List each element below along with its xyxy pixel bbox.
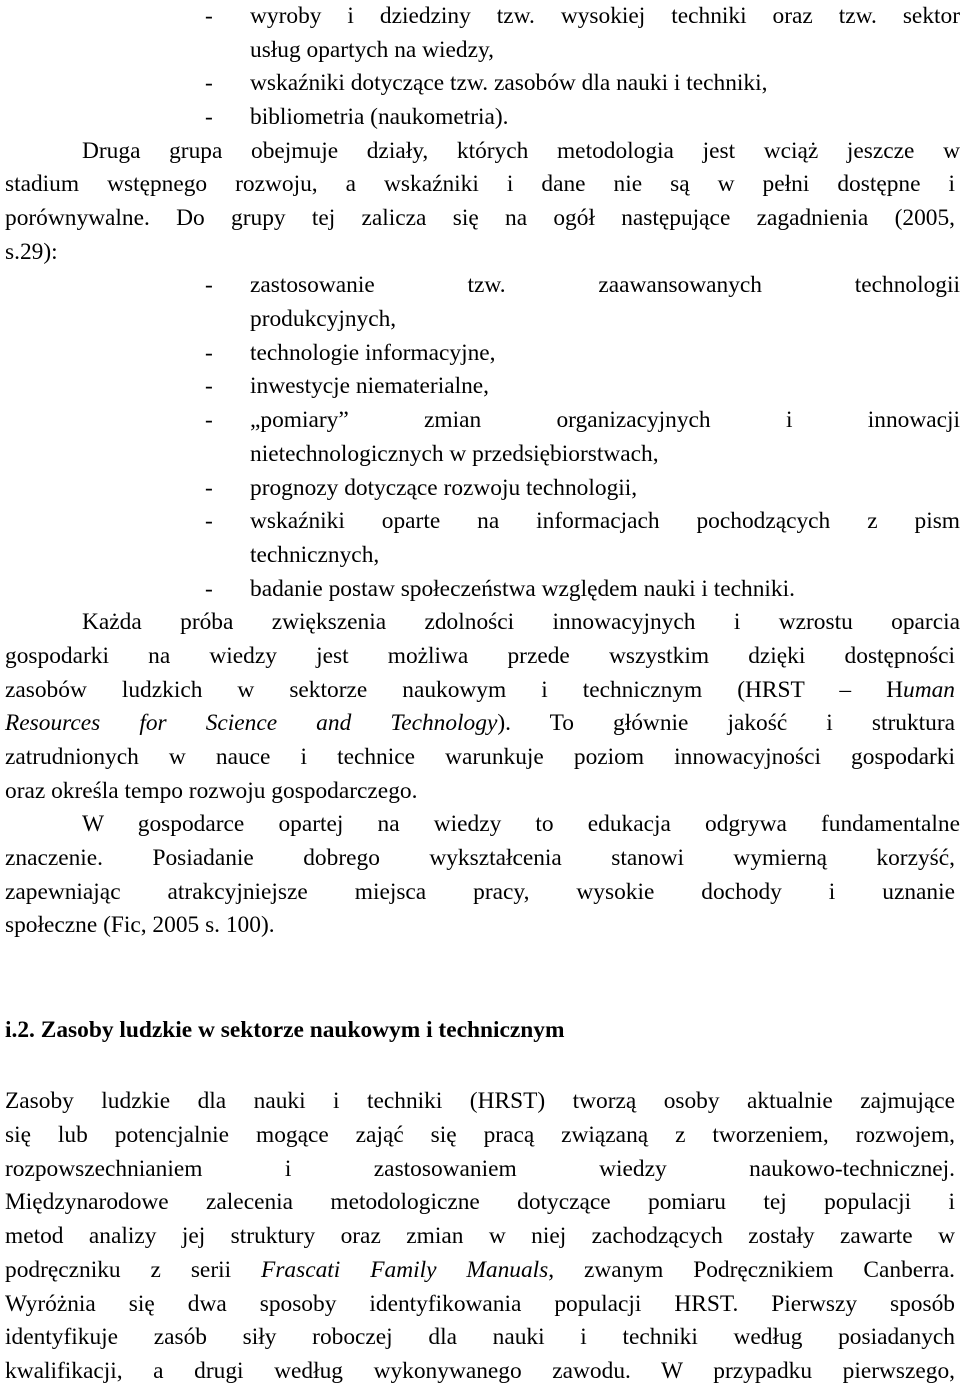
list-item — [5, 370, 955, 404]
paragraph-line: oraz określa tempo rozwoju gospodarczego. — [5, 778, 418, 804]
list-item-text: bibliometria (naukometria). — [250, 104, 509, 130]
list-item — [5, 337, 955, 371]
paragraph-line — [5, 135, 960, 169]
bullet-dash: - — [205, 104, 213, 130]
list-item-text: usług opartych na wiedzy, — [250, 37, 495, 63]
italic-text: Frascati Family Manuals — [261, 1257, 549, 1283]
list-item-text: wyroby i dziedziny tzw. wysokiej techniki oraz tzw. sektor — [250, 3, 960, 29]
paragraph-line: Wyróżnia się dwa sposoby identyfikowania populacji HRST. Pierwszy sposób — [5, 1291, 955, 1317]
list-item-text: technicznych, — [250, 542, 380, 568]
paragraph-line: się lub potencjalnie mogące zająć się pracą związaną z tworzeniem, rozwojem, — [5, 1122, 955, 1148]
bullet-dash: - — [205, 70, 213, 96]
paragraph-line: Zasoby ludzkie dla nauki i techniki (HRST) tworzą osoby aktualnie zajmujące — [5, 1088, 955, 1114]
line-text: , zwanym Podręcznikiem Canberra. — [548, 1257, 955, 1283]
paragraph-line — [5, 674, 955, 708]
line-text: Druga grupa obejmuje działy, których metodologia jest wciąż jeszcze w — [82, 138, 960, 164]
bullet-dash: - — [205, 576, 213, 602]
list-item — [5, 269, 960, 303]
line-text: W gospodarce opartej na wiedzy to edukacja odgrywa fundamentalne — [82, 811, 960, 837]
paragraph-line: znaczenie. Posiadanie dobrego wykształcenia stanowi wymierną korzyść, — [5, 845, 955, 871]
bullet-dash: - — [205, 3, 213, 29]
list-item — [5, 573, 955, 607]
list-item-continuation — [5, 438, 955, 472]
bullet-dash: - — [205, 407, 213, 433]
line-text: Każda próba zwiększenia zdolności innowacyjnych i wzrostu oparcia — [82, 609, 960, 635]
bullet-dash: - — [205, 272, 213, 298]
bullet-dash: - — [205, 373, 213, 399]
bullet-dash: - — [205, 508, 213, 534]
list-item — [5, 101, 955, 135]
list-item-text: „pomiary” zmian organizacyjnych i innowacji — [250, 407, 960, 433]
list-item-text: badanie postaw społeczeństwa względem nauki i techniki. — [250, 576, 795, 602]
section-heading: i.2. Zasoby ludzkie w sektorze naukowym i technicznym — [5, 1017, 565, 1043]
list-item-text: wskaźniki dotyczące tzw. zasobów dla nauki i techniki, — [250, 70, 768, 96]
list-item-continuation — [5, 303, 955, 337]
bullet-dash: - — [205, 340, 213, 366]
list-item — [5, 0, 960, 34]
paragraph-line: porównywalne. Do grupy tej zalicza się na ogół następujące zagadnienia (2005, — [5, 205, 955, 231]
paragraph-line: kwalifikacji, a drugi według wykonywanego zawodu. W przypadku pierwszego, — [5, 1358, 955, 1384]
paragraph-line: rozpowszechnianiem i zastosowaniem wiedzy naukowo-technicznej. — [5, 1156, 955, 1182]
list-item-continuation — [5, 539, 955, 573]
list-item-text: produkcyjnych, — [250, 306, 397, 332]
paragraph-line: zatrudnionych w nauce i technice warunkuje poziom innowacyjności gospodarki — [5, 744, 955, 770]
paragraph-line: s.29): — [5, 239, 58, 265]
list-item — [5, 505, 960, 539]
line-text: podręczniku z serii — [5, 1257, 262, 1283]
paragraph-line: identyfikuje zasób siły roboczej dla nauki i techniki według posiadanych — [5, 1324, 955, 1350]
italic-text: uman — [903, 677, 955, 703]
paragraph-line: Międzynarodowe zalecenia metodologiczne dotyczące pomiaru tej populacji i — [5, 1189, 955, 1215]
paragraph-line: stadium wstępnego rozwoju, a wskaźniki i dane nie są w pełni dostępne i — [5, 171, 955, 197]
list-item-text: nietechnologicznych w przedsiębiorstwach, — [250, 441, 659, 467]
line-text: ). To głównie jakość i struktura — [497, 710, 955, 736]
list-item-text: technologie informacyjne, — [250, 340, 496, 366]
paragraph-line — [5, 606, 960, 640]
list-item — [5, 472, 955, 506]
paragraph-line: zapewniając atrakcyjniejsze miejsca pracy, wysokie dochody i uznanie — [5, 879, 955, 905]
paragraph-line — [5, 1254, 955, 1288]
list-item-text: inwestycje niematerialne, — [250, 373, 490, 399]
paragraph-line — [5, 707, 955, 741]
bullet-dash: - — [205, 475, 213, 501]
list-item — [5, 67, 955, 101]
list-item — [5, 404, 960, 438]
paragraph-line: społeczne (Fic, 2005 s. 100). — [5, 912, 275, 938]
line-text: zasobów ludzkich w sektorze naukowym i technicznym (HRST – H — [5, 677, 904, 703]
list-item-text: zastosowanie tzw. zaawansowanych technologii — [250, 272, 960, 298]
italic-text: Resources for Science and Technology — [5, 710, 498, 736]
list-item-continuation — [5, 34, 955, 68]
list-item-text: prognozy dotyczące rozwoju technologii, — [250, 475, 638, 501]
paragraph-line — [5, 808, 960, 842]
paragraph-line: metod analizy jej struktury oraz zmian w niej zachodzących zostały zawarte w — [5, 1223, 955, 1249]
paragraph-line: gospodarki na wiedzy jest możliwa przede wszystkim dzięki dostępności — [5, 643, 955, 669]
list-item-text: wskaźniki oparte na informacjach pochodzących z pism — [250, 508, 960, 534]
